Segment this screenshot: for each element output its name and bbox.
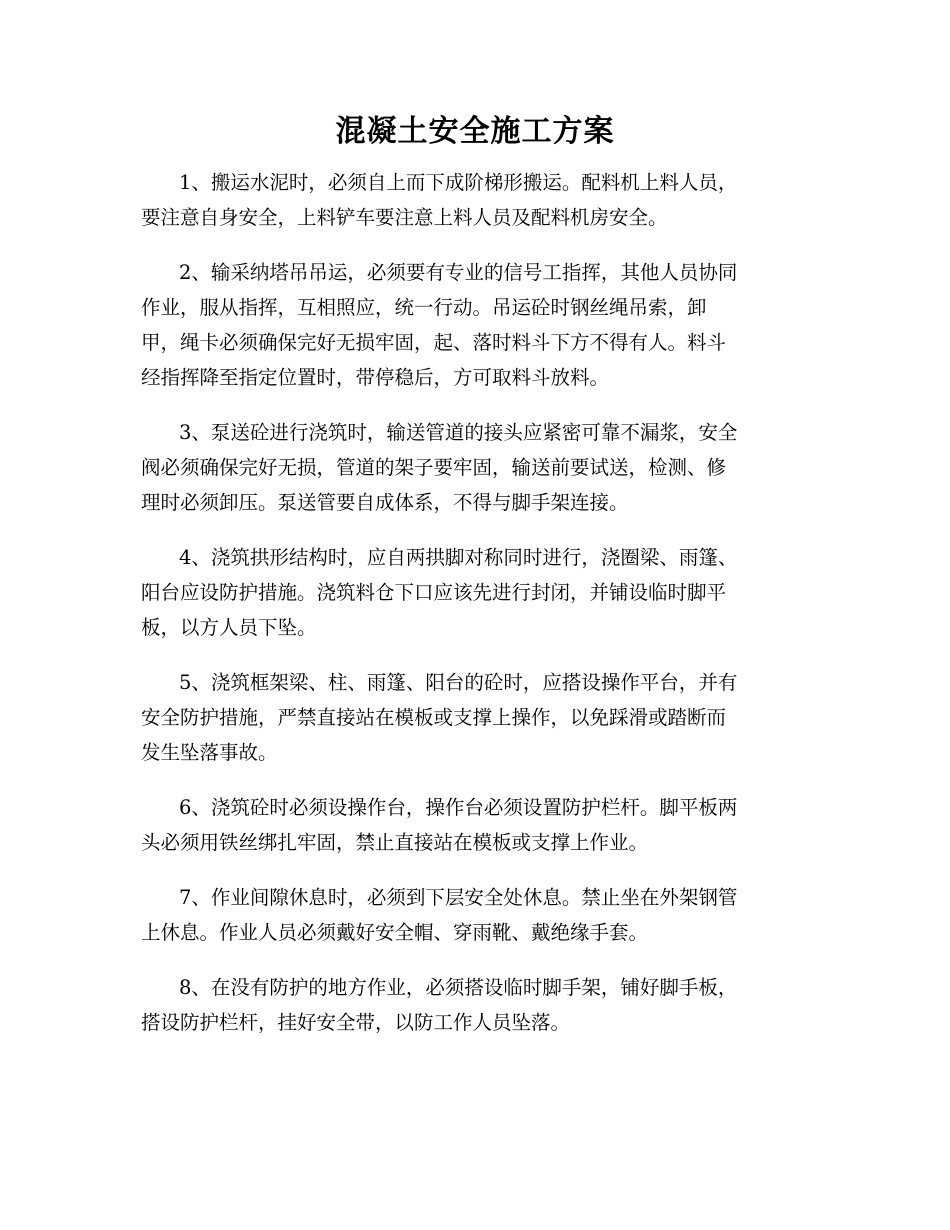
paragraph-line: 3、泵送砼进行浇筑时，输送管道的接头应紧密可靠不漏浆，安全 (179, 421, 738, 444)
paragraph-line: 板，以方人员下坠。 (141, 616, 317, 639)
paragraph-6 (141, 790, 809, 860)
paragraph-line: 经指挥降至指定位置时，带停稳后，方可取料斗放料。 (141, 366, 610, 389)
paragraph-line: 搭设防护栏杆，挂好安全带，以防工作人员坠落。 (141, 1011, 571, 1034)
paragraph-3 (141, 415, 809, 520)
paragraph-line: 安全防护措施，严禁直接站在模板或支撑上操作，以免踩滑或踏断而 (141, 706, 727, 729)
document-body (141, 165, 809, 1060)
paragraph-line: 阀必须确保完好无损，管道的架子要牢固，输送前要试送，检测、修 (141, 456, 727, 479)
paragraph-line: 作业，服从指挥，互相照应，统一行动。吊运砼时钢丝绳吊索，卸 (141, 296, 707, 319)
paragraph-line: 7、作业间隙休息时，必须到下层安全处休息。禁止坐在外架钢管 (179, 886, 738, 909)
paragraph-line: 4、浇筑拱形结构时，应自两拱脚对称同时进行，浇圈梁、雨篷、 (179, 546, 738, 569)
paragraph-5 (141, 665, 809, 770)
paragraph-line: 头必须用铁丝绑扎牢固，禁止直接站在模板或支撑上作业。 (141, 831, 649, 854)
paragraph-8 (141, 970, 809, 1040)
paragraph-line: 阳台应设防护措施。浇筑料仓下口应该先进行封闭，并铺设临时脚平 (141, 581, 727, 604)
paragraph-line: 发生坠落事故。 (141, 741, 278, 764)
paragraph-4 (141, 540, 809, 645)
paragraph-line: 5、浇筑框架梁、柱、雨篷、阳台的砼时，应搭设操作平台，并有 (179, 671, 738, 694)
paragraph-line: 上休息。作业人员必须戴好安全帽、穿雨靴、戴绝缘手套。 (141, 921, 649, 944)
paragraph-line: 甲，绳卡必须确保完好无损牢固，起、落时料斗下方不得有人。料斗 (141, 331, 727, 354)
paragraph-line: 理时必须卸压。泵送管要自成体系，不得与脚手架连接。 (141, 491, 629, 514)
paragraph-2 (141, 255, 809, 395)
paragraph-line: 要注意自身安全，上料铲车要注意上料人员及配料机房安全。 (141, 206, 668, 229)
paragraph-line: 1、搬运水泥时，必须自上而下成阶梯形搬运。配料机上料人员， (179, 171, 738, 194)
paragraph-1 (141, 165, 809, 235)
paragraph-line: 8、在没有防护的地方作业，必须搭设临时脚手架，铺好脚手板， (179, 976, 738, 999)
paragraph-line: 2、输采纳塔吊吊运，必须要有专业的信号工指挥，其他人员协同 (179, 261, 738, 284)
document-title: 混凝土安全施工方案 (335, 114, 615, 149)
paragraph-line: 6、浇筑砼时必须设操作台，操作台必须设置防护栏杆。脚平板两 (179, 796, 738, 819)
paragraph-7 (141, 880, 809, 950)
